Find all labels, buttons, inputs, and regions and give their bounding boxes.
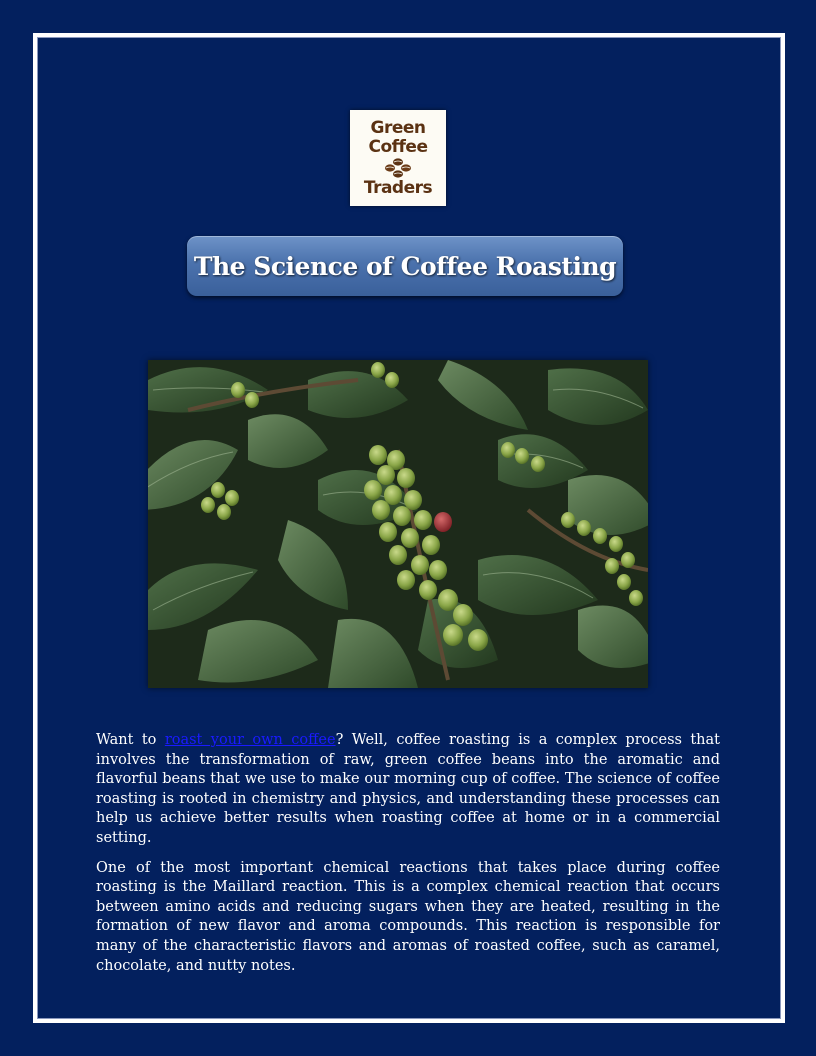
green-coffee-traders-logo <box>350 110 446 206</box>
paragraph-intro <box>96 731 720 849</box>
coffee-plant-image <box>148 360 648 688</box>
logo-word-traders: Traders <box>363 177 433 198</box>
intro-text-rest: ? Well, coffee roasting is a complex process that involves the transformation of raw, green coffee beans into the aromatic and flavorful beans that we use to make our morning cup of coffee. The science of coffee roasting is rooted in chemistry and physics, and understanding these processes can help us achieve better results when roasting coffee at home or in a commercial setting. <box>96 732 720 846</box>
logo-word-green: Green <box>370 117 426 138</box>
roast-your-own-coffee-link[interactable]: roast your own coffee <box>164 732 336 748</box>
coffee-beans-icon <box>381 157 415 179</box>
article-body <box>96 731 720 986</box>
page-title: The Science of Coffee Roasting <box>193 251 617 281</box>
coffee-plant-photo <box>148 360 648 688</box>
intro-text-start: Want to <box>96 732 165 748</box>
logo-word-coffee: Coffee <box>368 136 428 157</box>
title-banner <box>187 236 623 296</box>
paragraph-maillard: One of the most important chemical reactions that takes place during coffee roasting is the Maillard reaction. This is a complex chemical reaction that occurs between amino acids and reducing sugars when they are heated, resulting in the formation of new flavor and aroma compounds. This reaction is responsible for many of the characteristic flavors and aromas of roasted coffee, such as caramel, chocolate, and nutty notes. <box>96 859 720 974</box>
